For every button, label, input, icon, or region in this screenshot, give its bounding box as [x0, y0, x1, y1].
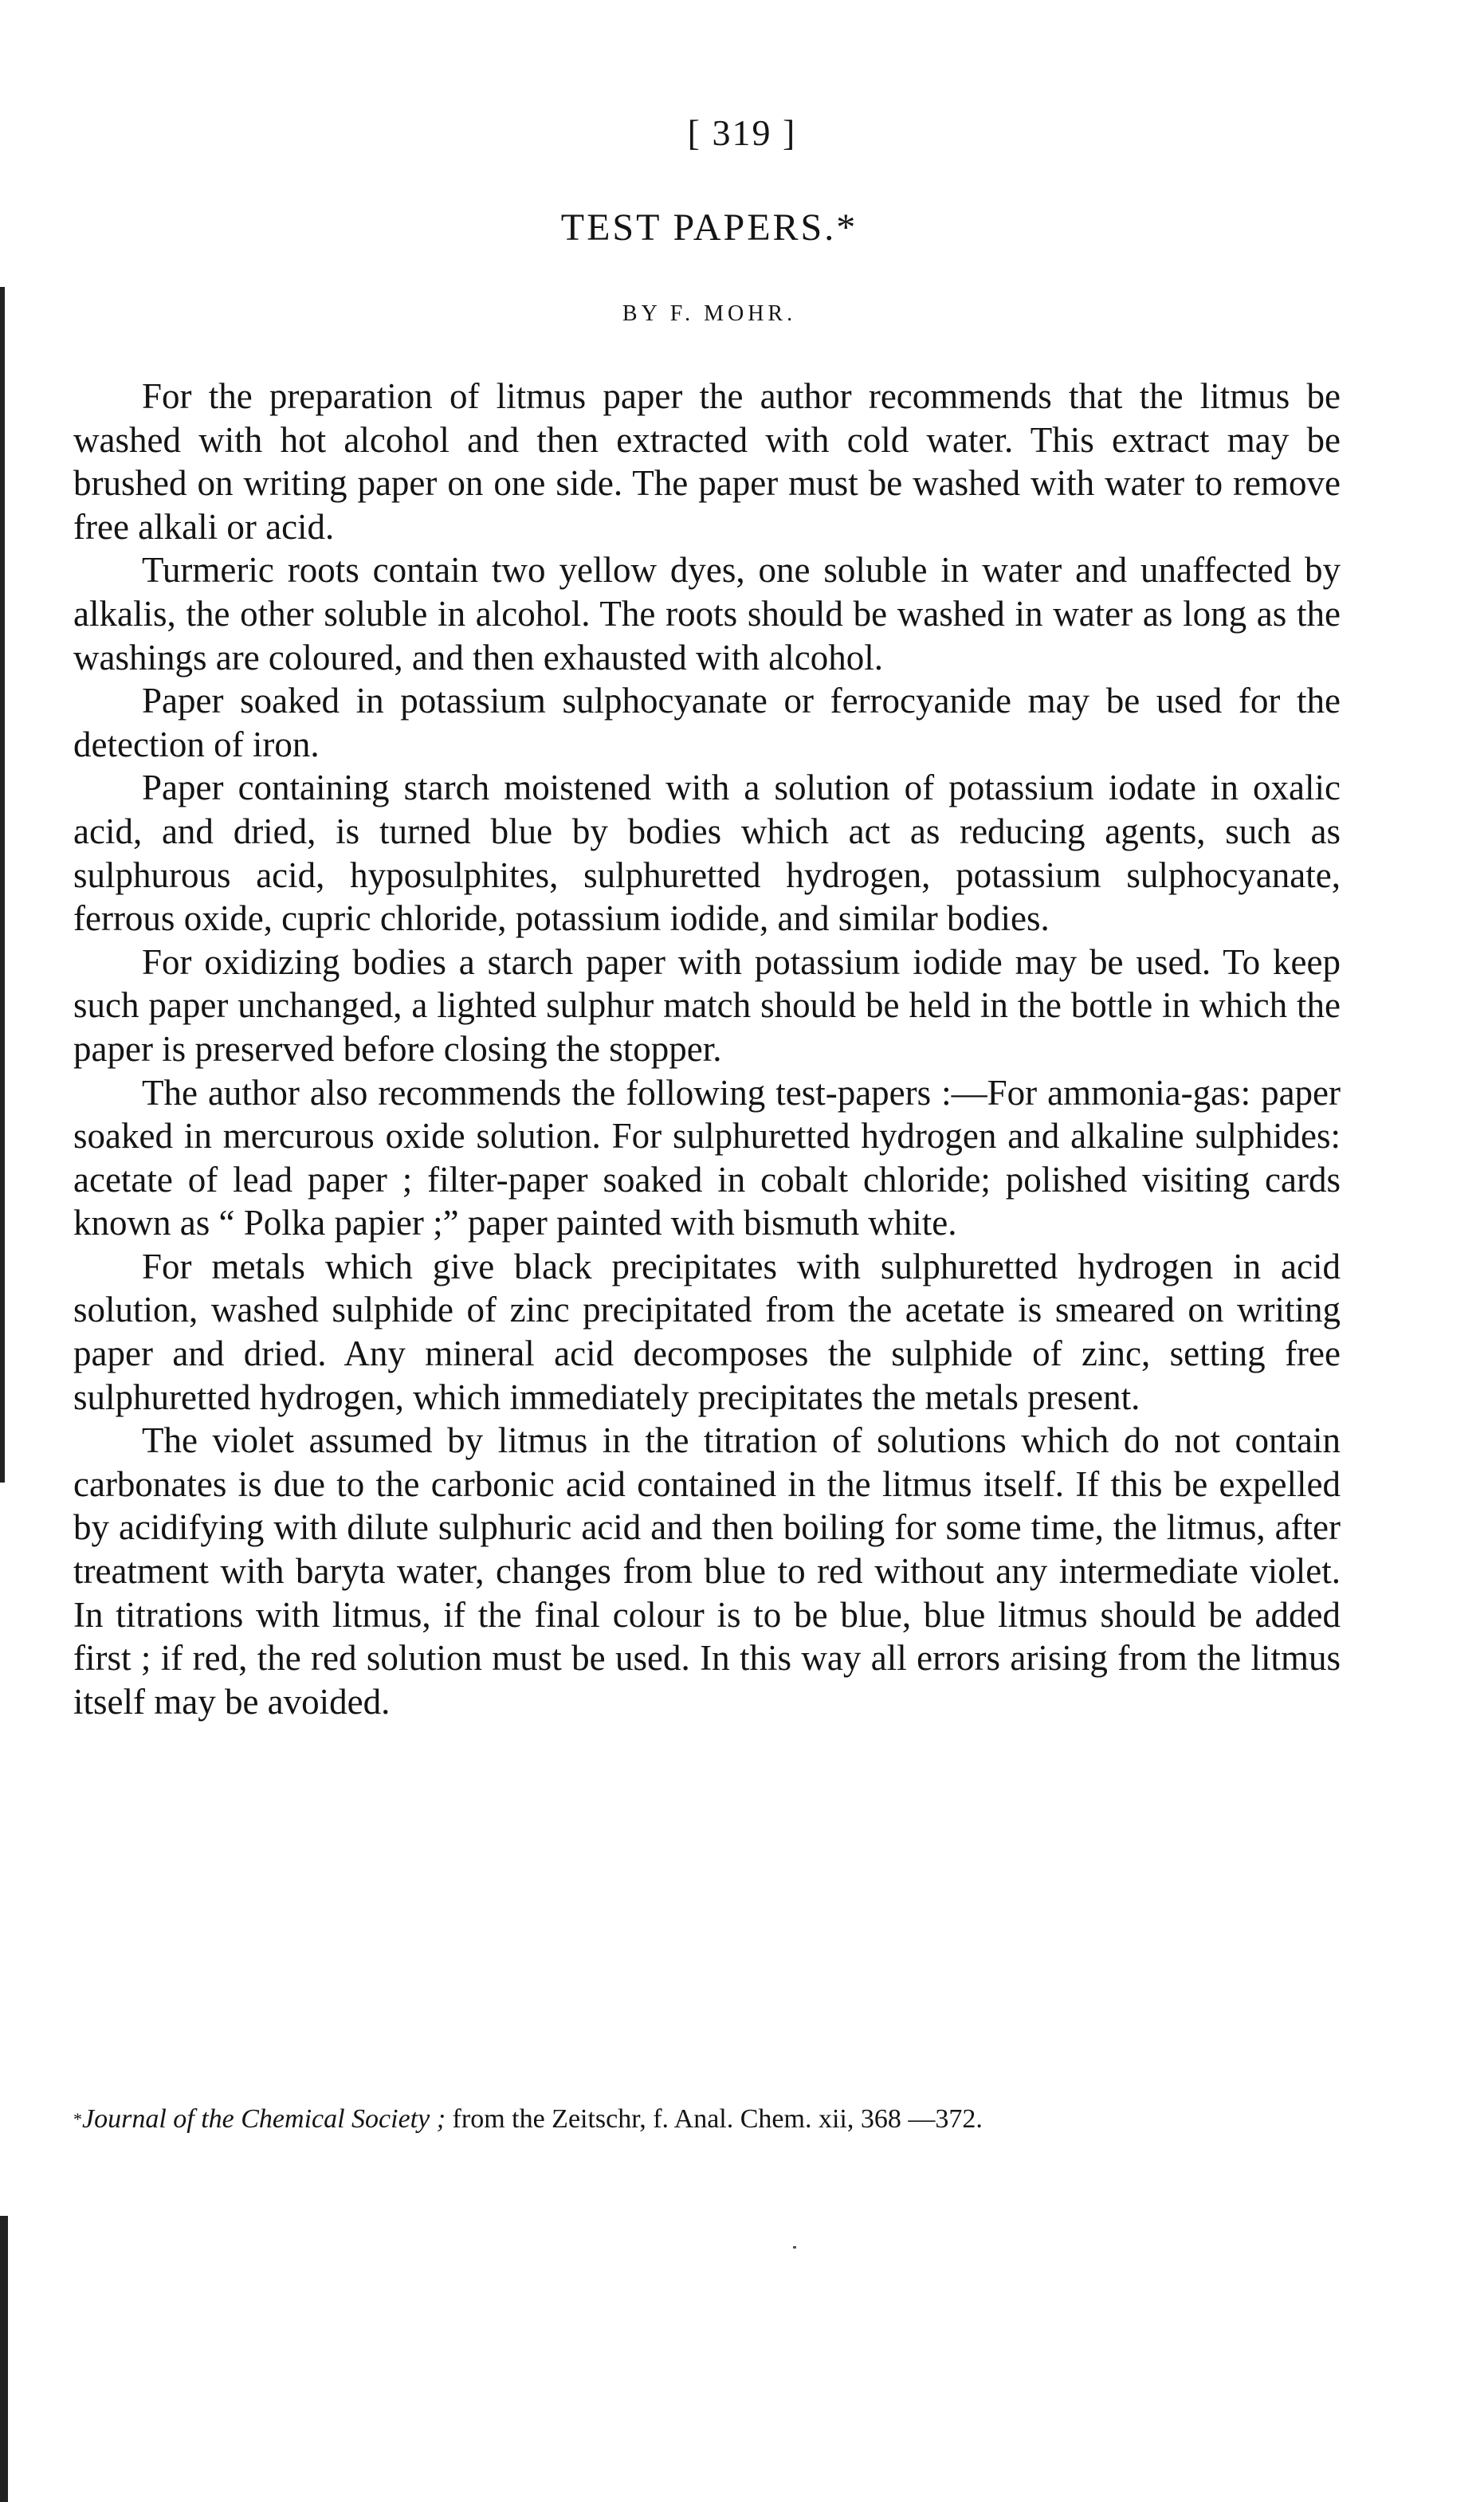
- article-body: [73, 375, 1341, 1723]
- paragraph-litmus-paper: For the preparation of litmus paper the author recommends that the litmus be washed with hot alcohol and then extracted with cold water. This extract may be brushed on writing paper on one side. The paper must be washed with water to remove free alkali or acid.: [73, 376, 1341, 547]
- article-byline: BY F. MOHR.: [622, 301, 797, 326]
- paragraph-turmeric: Turmeric roots contain two yellow dyes, one soluble in water and unaffected by alkalis, the other soluble in alcohol. The roots should be washed in water as long as the washings are coloured, and then exhausted with alcohol.: [73, 550, 1341, 678]
- footnote-marker: *: [73, 2109, 82, 2129]
- article-title: TEST PAPERS.*: [560, 206, 858, 249]
- paragraph-starch-iodate: Paper containing starch moistened with a solution of potassium iodate in oxalic acid, and dried, is turned blue by bodies which act as reducing agents, such as sulphurous acid, hyposulphites, sulphuretted hydrogen, potassium sulphocyanate, ferrous oxide, cupric chloride, potassium iodide, and similar bodies.: [73, 768, 1341, 939]
- footnote-source: from the Zeitschr, f. Anal. Chem. xii, 368 —372.: [446, 2104, 983, 2134]
- page-binding-edge: [0, 287, 5, 1483]
- page-binding-edge-lower: [0, 2216, 8, 2502]
- paragraph-oxidizing-bodies: For oxidizing bodies a starch paper with potassium iodide may be used. To keep such paper unchanged, a lighted sulphur match should be held in the bottle in which the paper is preserved before closing the stopper.: [73, 941, 1341, 1069]
- paragraph-litmus-violet: The violet assumed by litmus in the titration of solutions which do not contain carbonates is due to the carbonic acid contained in the litmus itself. If this be expelled by acidifying with dilute sulphuric acid and then boiling for some time, the litmus, after treatment with baryta water, changes from blue to red without any intermediate violet. In titrations with litmus, if the final colour is to be blue, blue litmus should be added first ; if red, the red solution must be used. In this way all errors arising from the litmus itself may be avoided.: [73, 1420, 1341, 1722]
- footnote-journal: Journal of the Chemical Society ;: [82, 2104, 446, 2134]
- paragraph-other-test-papers: The author also recommends the following test-papers :—For ammonia-gas: paper soaked in mercurous oxide solution. For sulphuretted hydrogen and alkaline sulphides: acetate of lead paper ; filter-paper soaked in cobalt chloride; polished visiting cards known as “ Polka papier ;” paper painted with bismuth white.: [73, 1072, 1341, 1243]
- page-number: [ 319 ]: [687, 112, 797, 153]
- paragraph-zinc-sulphide: For metals which give black precipitates with sulphuretted hydrogen in acid solution, washed sulphide of zinc precipitated from the acetate is smeared on writing paper and dried. Any mineral acid decomposes the sulphide of zinc, setting free sulphuretted hydrogen, which immediately precipitates the metals present.: [73, 1246, 1341, 1417]
- paragraph-iron-detection: Paper soaked in potassium sulphocyanate or ferrocyanide may be used for the detection of iron.: [73, 681, 1341, 764]
- footnote: [73, 2101, 1353, 2138]
- paper-speck: [793, 2246, 796, 2249]
